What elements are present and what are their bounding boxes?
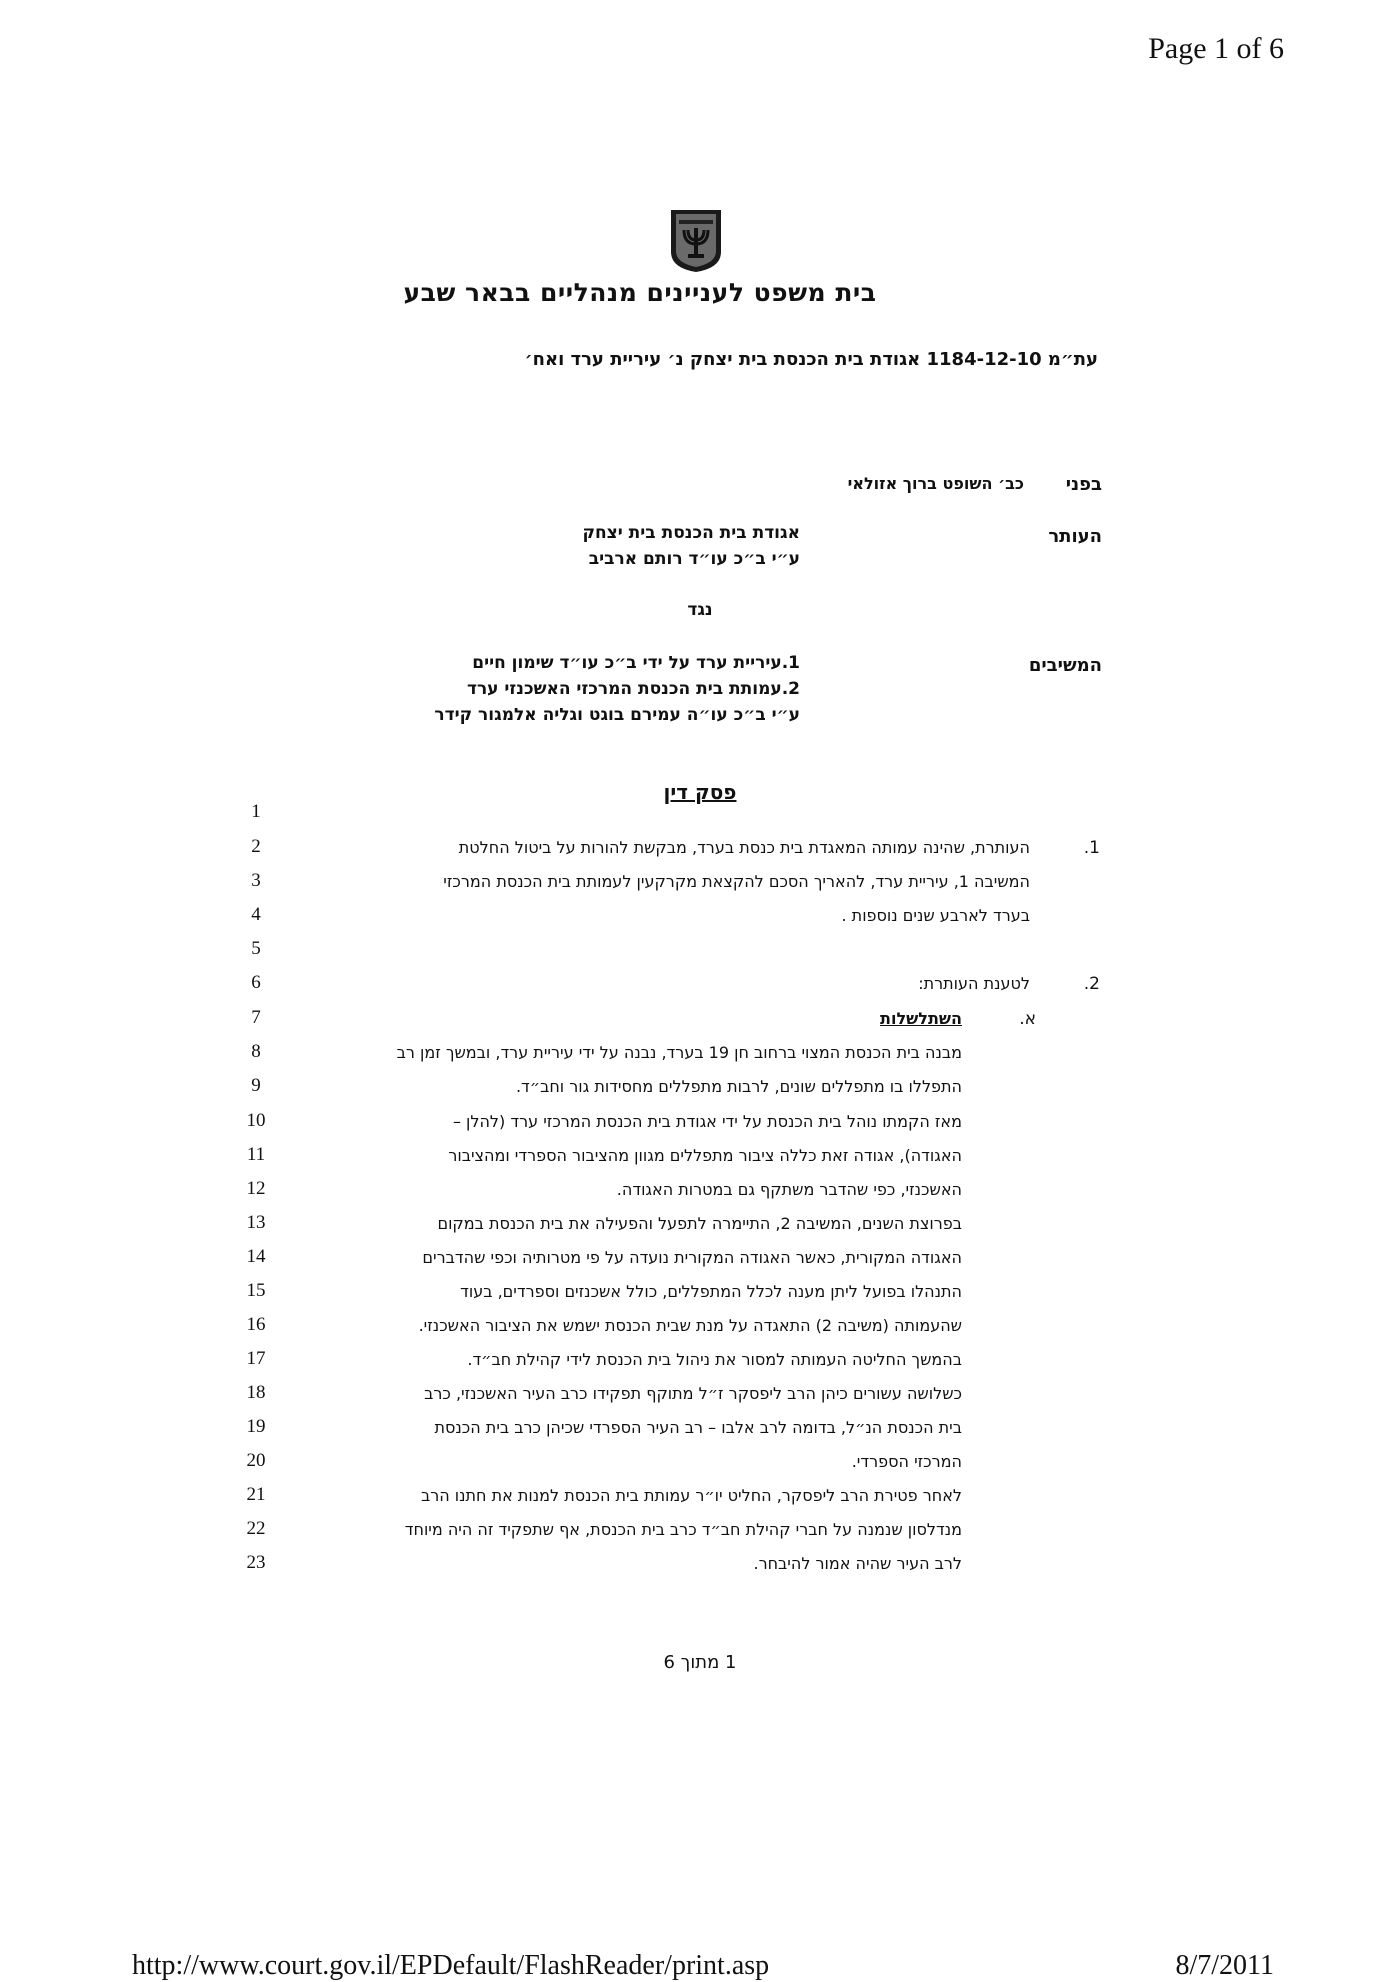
judgment-line: מאז הקמתו נוהל בית הכנסת על ידי אגודת בית הכנסת המרכזי ערד (להלן – [452,1112,962,1131]
judgment-line: האגודה המקורית, כאשר האגודה המקורית נועדה על פי מטרותיה וכפי שהדברים [422,1248,962,1267]
petitioner-counsel: ע״י ב״כ עו״ד רותם ארביב [588,549,800,569]
judgment-line: לאחר פטירת הרב ליפסקר, החליט יו״ר עמותת בית הכנסת למנות את חתנו הרב [420,1486,962,1505]
judgment-line: העותרת, שהינה עמותה המאגדת בית כנסת בערד, מבקשת להורות על ביטול החלטת [458,838,1030,857]
sub-heading: השתלשלות [880,1009,962,1028]
line-number: 15 [246,1280,266,1301]
versus-label: נגד [687,600,713,620]
line-number: 10 [246,1110,266,1131]
judgment-line: בית הכנסת הנ״ל, בדומה לרב אלבו – רב העיר הספרדי שכיהן כרב בית הכנסת [434,1418,962,1437]
line-number: 3 [251,870,261,891]
footer-date: 8/7/2011 [1175,1950,1274,1981]
judgment-line: לטענת העותרת: [918,974,1030,993]
line-number: 12 [246,1178,266,1199]
judgment-line: המשיבה 1, עיריית ערד, להאריך הסכם להקצאת מקרקעין לעמותת בית הכנסת המרכזי [443,872,1030,891]
line-number: 19 [246,1416,266,1437]
paragraph-number: 1. [1083,838,1100,858]
line-number: 23 [246,1552,266,1573]
judgment-line: מבנה בית הכנסת המצוי ברחוב חן 19 בערד, נבנה על ידי עיריית ערד, ובמשך זמן רב [396,1043,962,1062]
judgment-line: שהעמותה (משיבה 2) התאגדה על מנת שבית הכנסת ישמש את הציבור האשכנזי. [418,1316,962,1335]
line-number: 1 [251,801,261,822]
judgment-line: האשכנזי, כפי שהדבר משתקף גם במטרות האגודה. [616,1180,962,1199]
line-number: 5 [251,938,261,959]
line-number: 9 [251,1075,261,1096]
judgment-line: מנדלסון שנמנה על חברי קהילת חב״ד כרב בית הכנסת, אף שתפקיד זה היה מיוחד [404,1520,962,1539]
petitioner-name: אגודת בית הכנסת בית יצחק [582,523,800,543]
judgment-line: התפללו בו מתפללים שונים, לרבות מתפללים מחסידות גור וחב״ד. [515,1077,962,1096]
before-label: בפני [1065,474,1102,495]
line-number: 8 [251,1041,261,1062]
judgment-line: התנהלו בפועל ליתן מענה לכלל המתפללים, כולל אשכנזים וספרדים, בעוד [460,1282,962,1301]
footer-url: http://www.court.gov.il/EPDefault/FlashReader/print.asp [132,1950,770,1981]
respondent-2: 2.עמותת בית הכנסת המרכזי האשכנזי ערד [466,679,800,699]
respondents-label: המשיבים [1028,655,1102,676]
judgment-line: המרכזי הספרדי. [851,1452,962,1471]
judgment-line: בפרוצת השנים, המשיבה 2, התיימרה לתפעל והפעילה את בית הכנסת במקום [437,1214,962,1233]
line-number: 6 [251,972,261,993]
line-number: 22 [246,1518,266,1539]
line-number: 2 [251,836,261,857]
line-number: 16 [246,1314,266,1335]
page-indicator: Page 1 of 6 [1148,32,1284,65]
judgment-line: בערד לארבע שנים נוספות . [841,906,1030,925]
line-number: 13 [246,1212,266,1233]
line-number: 17 [246,1348,266,1369]
judgment-line: בהמשך החליטה העמותה למסור את ניהול בית הכנסת לידי קהילת חב״ד. [467,1350,962,1369]
state-emblem-icon [667,208,725,274]
petitioner-block [582,520,800,572]
sub-paragraph-marker: א. [1019,1009,1036,1029]
petitioner-label: העותר [1048,526,1102,547]
line-number: 21 [246,1484,266,1505]
line-number: 4 [251,904,261,925]
case-line: עת״מ 1184-12-10 אגודת בית הכנסת בית יצחק נ׳ עיריית ערד ואח׳ [524,349,1098,370]
judgment-line: האגודה), אגודה זאת כללה ציבור מתפללים מגוון מהציבור הספרדי ומהציבור [448,1146,962,1165]
judgment-line: כשלושה עשורים כיהן הרב ליפסקר ז״ל מתוקף תפקידו כרב העיר האשכנזי, כרב [424,1384,962,1403]
line-number: 7 [251,1007,261,1028]
paragraph-number: 2. [1083,974,1100,994]
judgment-line: לרב העיר שהיה אמור להיבחר. [753,1554,962,1573]
page-count: 1 מתוך 6 [663,1652,737,1673]
court-name: בית משפט לעניינים מנהליים בבאר שבע [403,278,877,307]
line-number: 11 [246,1144,266,1165]
line-number: 18 [246,1382,266,1403]
judge-name: כב׳ השופט ברוך אזולאי [847,474,1024,493]
line-number: 14 [246,1246,266,1267]
respondents-counsel: ע״י ב״כ עו״ה עמירם בוגט וגליה אלמגור קידר [434,705,800,725]
line-number: 20 [246,1450,266,1471]
respondent-1: 1.עיריית ערד על ידי ב״כ עו״ד שימון חיים [472,653,800,673]
judgment-title: פסק דין [663,780,737,804]
respondents-block [434,650,800,728]
